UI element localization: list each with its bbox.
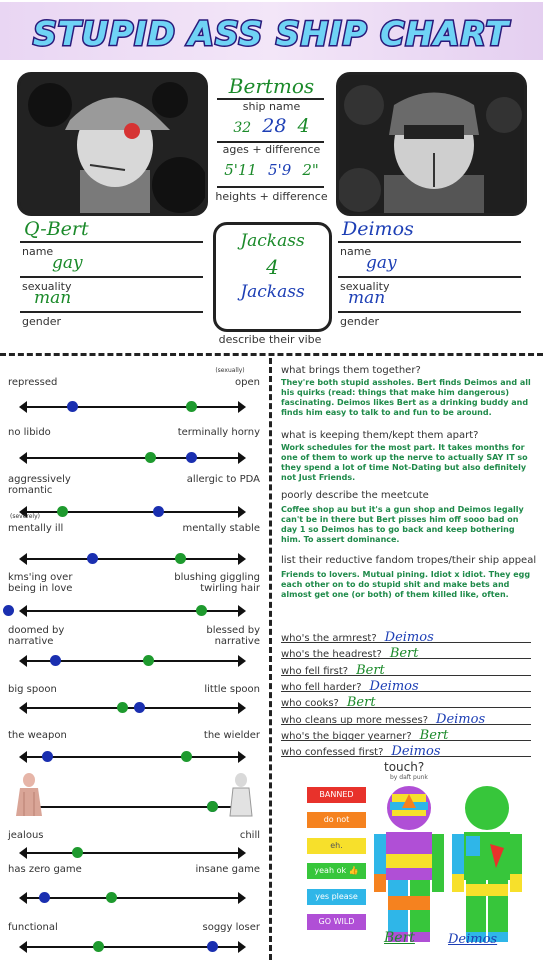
touch-legend-item: GO WILD <box>307 914 366 930</box>
heights-values <box>215 160 328 179</box>
vibe-line-1: Jackass <box>240 231 305 251</box>
blue-marker <box>39 892 50 903</box>
question-answer: Work schedules for the most part. It takes months for one of them to work up the nerve to actually SAY IT so they spend a lot of time Not-Dating but also definitely not Just Friends. <box>281 443 528 482</box>
vibe-line-2: 4 <box>266 255 279 279</box>
slider-right-label: soggy loser <box>202 922 260 933</box>
slider-left-label: has zero game <box>8 864 82 875</box>
question-label: what brings them together? <box>281 365 421 376</box>
slider-left-label: the weapon <box>8 730 67 741</box>
slider-left-note: (severely) <box>10 513 40 520</box>
blue-marker <box>153 506 164 517</box>
slider-right-label: little spoon <box>204 684 260 695</box>
slider-left-label: no libido <box>8 427 51 438</box>
slider-right-label: mentally stable <box>182 523 260 534</box>
left-gender-value: man <box>34 288 72 308</box>
touch-legend-item: BANNED <box>307 787 366 803</box>
age-difference: 4 <box>297 115 310 137</box>
vibe-label: describe their vibe <box>218 333 322 346</box>
age-left: 32 <box>233 120 252 136</box>
slider-track <box>25 558 240 560</box>
who-question: who's the headrest? <box>281 649 382 661</box>
green-marker <box>93 941 104 952</box>
green-marker <box>145 452 156 463</box>
slider-right-label: blushing giggling twirling hair <box>174 572 260 594</box>
question-label: poorly describe the meetcute <box>281 490 429 501</box>
ages-values <box>215 115 328 137</box>
slider-track <box>25 610 240 612</box>
green-marker <box>207 801 218 812</box>
who-answer: Bert <box>356 662 385 678</box>
who-row <box>281 708 531 725</box>
left-gender-line <box>20 311 203 313</box>
question-answer: They're both stupid assholes. Bert finds Deimos and all his quirks (read: things that make him dangerous) fascinating. Deimos likes Bert as a drinking buddy and finds him easy to talk to and fun to be around. <box>281 378 531 417</box>
age-right: 28 <box>262 115 287 137</box>
pink-figure-icon <box>14 772 44 818</box>
green-marker <box>143 655 154 666</box>
green-marker <box>106 892 117 903</box>
left-name-value: Q-Bert <box>24 218 89 240</box>
heart-icon <box>124 123 140 139</box>
page-title: STUPID ASS SHIP CHART <box>33 14 509 53</box>
slider-track <box>25 756 240 758</box>
vibe-box <box>213 222 332 332</box>
touch-legend-item: do not <box>307 812 366 828</box>
ship-name-value: Bertmos <box>228 74 315 98</box>
left-portrait <box>17 72 208 216</box>
right-sexuality-value: gay <box>366 253 397 273</box>
heights-line <box>217 186 324 188</box>
who-row <box>281 626 531 643</box>
question-answer: Friends to lovers. Mutual pining. Idiot x idiot. They egg each other on to do stupid shit and make bets and almost get one (or both) of them killed like, often. <box>281 570 531 599</box>
who-row <box>281 659 531 676</box>
ages-label: ages + difference <box>222 143 321 156</box>
who-question: who cooks? <box>281 698 339 710</box>
right-sexuality-label: sexuality <box>340 280 390 293</box>
who-row <box>281 740 531 760</box>
white-figure-icon <box>228 772 254 818</box>
who-answer: Bert <box>389 646 419 662</box>
green-marker <box>175 553 186 564</box>
vibe-line-3: Jackass <box>240 282 305 302</box>
who-answer: Deimos <box>436 711 486 727</box>
green-marker <box>186 401 197 412</box>
who-answer: Bert <box>346 695 376 711</box>
green-marker <box>72 847 83 858</box>
slider-track <box>25 406 240 408</box>
left-touch-name: Bert <box>384 930 415 946</box>
question-label: list their reductive fandom tropes/their ship appeal <box>281 555 537 566</box>
vertical-divider <box>269 358 272 960</box>
right-touch-name: Deimos <box>448 932 498 947</box>
slider-right-label: open <box>235 377 260 388</box>
slider-left-label: functional <box>8 922 58 933</box>
slider-left-label: repressed <box>8 377 58 388</box>
slider-right-label: the wielder <box>203 730 260 741</box>
who-answer: Bert <box>419 727 449 743</box>
title-banner <box>0 0 543 62</box>
touch-legend-item: yeah ok 👍 <box>307 863 366 879</box>
green-marker <box>117 702 128 713</box>
slider-right-label: blessed by narrative <box>206 625 260 647</box>
heights-label: heights + difference <box>215 190 328 203</box>
slider-left-label: kms'ing over being in love <box>8 572 73 594</box>
left-name-line <box>20 241 203 243</box>
green-marker <box>181 751 192 762</box>
blue-marker <box>50 655 61 666</box>
who-question: who fell first? <box>281 665 349 677</box>
left-gender-label: gender <box>22 315 61 328</box>
blue-marker <box>42 751 53 762</box>
who-question: who cleans up more messes? <box>281 714 429 726</box>
slider-right-note: (sexually) <box>215 367 245 374</box>
slider-track <box>25 852 240 854</box>
green-marker <box>57 506 68 517</box>
left-touch-body <box>372 784 446 946</box>
who-question: who's the bigger yearner? <box>281 730 412 742</box>
right-gender-label: gender <box>340 315 379 328</box>
slider-left-label: mentally ill <box>8 523 64 534</box>
height-left: 5'11 <box>224 161 257 179</box>
touch-legend-item: yes please <box>307 889 366 905</box>
slider-right-label: allergic to PDA <box>186 474 260 485</box>
question-label: what is keeping them/kept them apart? <box>281 430 479 441</box>
height-difference: 2" <box>302 161 319 179</box>
slider-track <box>25 897 240 899</box>
left-sexuality-label: sexuality <box>22 280 72 293</box>
slider-left-label: big spoon <box>8 684 57 695</box>
slider-right-label: insane game <box>195 864 260 875</box>
right-touch-body <box>450 784 524 946</box>
right-name-line <box>338 241 521 243</box>
who-question: who's the armrest? <box>281 633 377 644</box>
who-answer: Deimos <box>384 630 434 645</box>
touch-subtitle: by daft punk <box>390 774 428 781</box>
slider-right-label: terminally horny <box>177 427 260 438</box>
slider-track <box>25 457 240 459</box>
right-name-value: Deimos <box>342 218 414 240</box>
slider-left-label: doomed by narrative <box>8 625 65 647</box>
who-question: who fell harder? <box>281 681 362 693</box>
slider-track <box>25 707 240 709</box>
ship-name-label: ship name <box>242 100 301 113</box>
who-row <box>281 642 531 662</box>
who-row <box>281 724 531 741</box>
right-name-label: name <box>340 245 372 258</box>
right-gender-line <box>338 311 521 313</box>
who-answer: Deimos <box>391 744 441 760</box>
who-answer: Deimos <box>369 678 419 694</box>
left-name-label: name <box>22 245 54 258</box>
question-answer: Coffee shop au but it's a gun shop and Deimos legally can't be in there but Bert pisses him off sooo bad on day 1 so Deimos has to go back and keep bothering him. To assert dominance. <box>281 505 524 544</box>
left-sexuality-line <box>20 276 203 278</box>
blue-marker <box>67 401 78 412</box>
slider-left-label: aggressively romantic <box>8 474 71 496</box>
right-portrait <box>336 72 527 216</box>
left-sexuality-value: gay <box>52 253 83 273</box>
blue-marker <box>3 605 14 616</box>
horizontal-divider <box>0 353 543 356</box>
slider-right-label: chill <box>239 830 260 841</box>
green-marker <box>196 605 207 616</box>
right-gender-value: man <box>348 288 386 308</box>
touch-title: touch? <box>384 760 425 774</box>
touch-legend-item: eh. <box>307 838 366 854</box>
who-row <box>281 691 531 711</box>
blue-marker <box>87 553 98 564</box>
blue-marker <box>186 452 197 463</box>
slider-left-label: jealous <box>8 830 44 841</box>
who-row <box>281 675 531 692</box>
height-right: 5'9 <box>268 161 292 179</box>
blue-marker <box>134 702 145 713</box>
who-question: who confessed first? <box>281 747 384 759</box>
blue-marker <box>207 941 218 952</box>
right-sexuality-line <box>338 276 521 278</box>
